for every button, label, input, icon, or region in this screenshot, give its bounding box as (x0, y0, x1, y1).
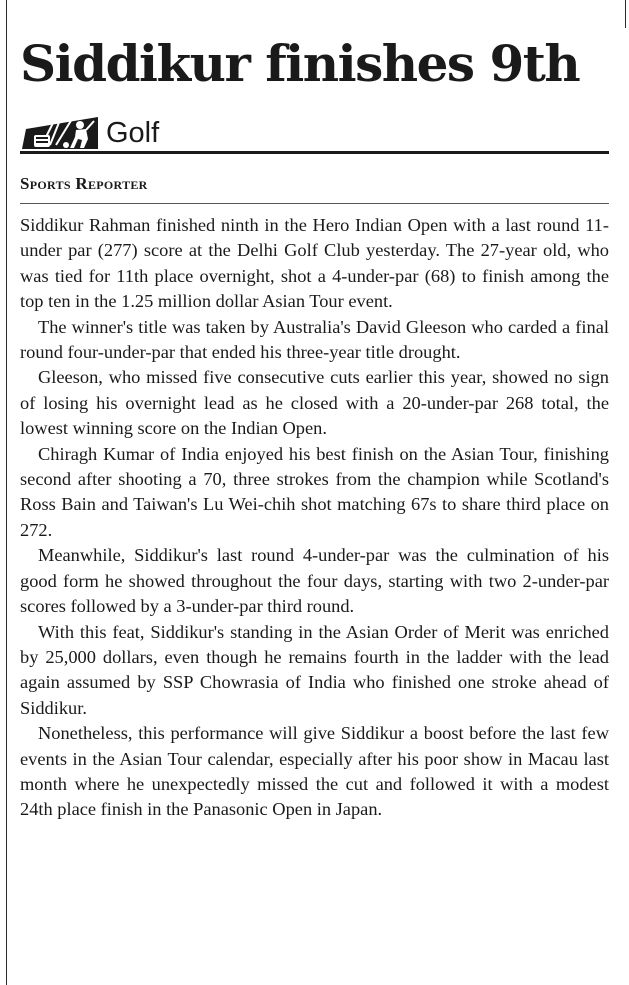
byline-rule (20, 203, 609, 204)
paragraph: Chiragh Kumar of India enjoyed his best finish on the Asian Tour, finishing second after shooting a 70, three strokes from the champion while Scotland's Ross Bain and Taiwan's Lu Wei-chih shot matching 67s to share third place on 272. (20, 443, 609, 540)
section-rule (20, 151, 609, 154)
paragraph: The winner's title was taken by Australia's David Gleeson who carded a final round four-under-par that ended his three-year title drought. (20, 316, 609, 363)
section-header (20, 114, 159, 152)
golf-section-icon (20, 115, 100, 151)
paragraph: Nonetheless, this performance will give Siddikur a boost before the last few events in the Asian Tour calendar, especially after his poor show in Macau last month where he unexpectedly missed the cut and followed it with a modest 24th place finish in the Panasonic Open in Japan. (20, 723, 609, 820)
byline: Sports Reporter (20, 174, 148, 193)
column-rule-left (6, 28, 7, 985)
section-label: Golf (106, 117, 160, 149)
paragraph: Meanwhile, Siddikur's last round 4-under-par was the culmination of his good form he showed throughout the four days, starting with two 2-under-par scores followed by a 3-under-par third round. (20, 545, 609, 617)
article-body (20, 213, 609, 823)
headline: Siddikur finishes 9th (20, 34, 580, 93)
column-rule-top-right (625, 0, 626, 28)
paragraph: With this feat, Siddikur's standing in the Asian Order of Merit was enriched by 25,000 dollars, even though he remains fourth in the ladder with the lead again assumed by SSP Chowrasia of India who finished one stroke ahead of Siddikur. (20, 621, 609, 718)
paragraph: Gleeson, who missed five consecutive cuts earlier this year, showed no sign of losing his overnight lead as he closed with a 20-under-par 268 total, the lowest winning score on the Indian Open. (20, 367, 609, 439)
paragraph: Siddikur Rahman finished ninth in the Hero Indian Open with a last round 11-under par (277) score at the Delhi Golf Club yesterday. The 27-year old, who was tied for 11th place overnight, shot a 4-under-par (68) to finish among the top ten in the 1.25 million dollar Asian Tour event. (20, 215, 609, 312)
column-rule-top-left (6, 0, 7, 28)
